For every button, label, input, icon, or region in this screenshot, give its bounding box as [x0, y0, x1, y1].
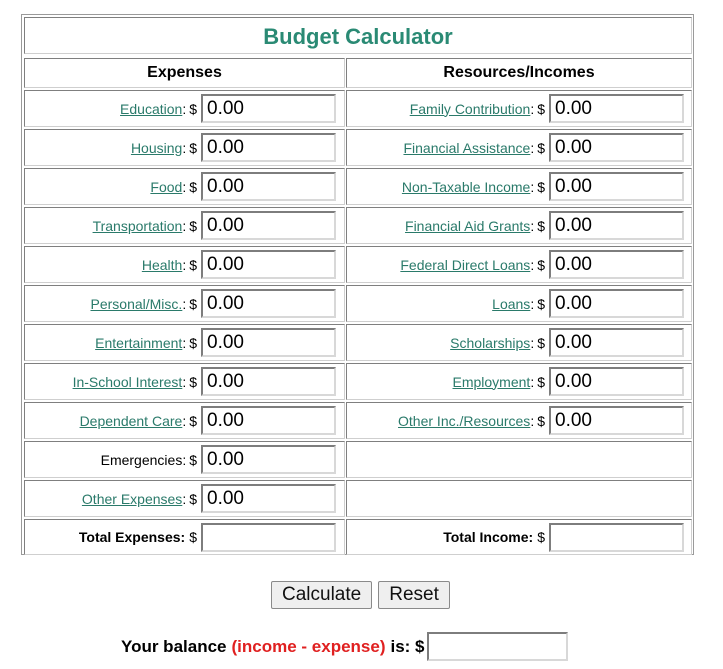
- expense-row: Dependent Care : $ 0.00: [24, 402, 345, 439]
- total-income-row: [346, 519, 692, 555]
- calculate-button[interactable]: Calculate: [271, 581, 372, 609]
- income-input[interactable]: [549, 250, 684, 279]
- page-title: Budget Calculator: [24, 17, 692, 54]
- expense-input[interactable]: [201, 406, 336, 435]
- expense-label[interactable]: Entertainment: [95, 334, 183, 351]
- expense-row: Transportation : $ 0.00: [24, 207, 345, 244]
- income-row: Federal Direct Loans : $ 0.00: [346, 246, 692, 283]
- income-input[interactable]: [549, 367, 684, 396]
- expense-input[interactable]: [201, 133, 336, 162]
- expense-row: Education : $ 0.00: [24, 90, 345, 127]
- income-input[interactable]: [549, 406, 684, 435]
- balance-prefix: Your balance: [121, 636, 227, 656]
- income-row: Financial Aid Grants : $ 0.00: [346, 207, 692, 244]
- currency-symbol: $: [537, 100, 545, 117]
- expense-label[interactable]: Education: [120, 100, 183, 117]
- expense-row: Health : $ 0.00: [24, 246, 345, 283]
- income-row: Non-Taxable Income : $ 0.00: [346, 168, 692, 205]
- currency-symbol: $: [537, 178, 545, 195]
- income-row: Loans : $ 0.00: [346, 285, 692, 322]
- expense-row: Housing : $ 0.00: [24, 129, 345, 166]
- income-row: Scholarships : $ 0.00: [346, 324, 692, 361]
- expense-row: Personal/Misc. : $ 0.00: [24, 285, 345, 322]
- income-input[interactable]: [549, 328, 684, 357]
- income-label[interactable]: Other Inc./Resources: [398, 412, 531, 429]
- income-label[interactable]: Scholarships: [450, 334, 531, 351]
- income-input[interactable]: [549, 289, 684, 318]
- total-expenses-label: Total Expenses:: [78, 529, 186, 545]
- reset-button[interactable]: Reset: [378, 581, 450, 609]
- incomes-header: Resources/Incomes: [346, 58, 692, 88]
- expense-row: Other Expenses : $ 0.00: [24, 480, 345, 517]
- income-label[interactable]: Non-Taxable Income: [401, 178, 531, 195]
- balance-field[interactable]: [427, 632, 568, 661]
- expense-input[interactable]: [201, 484, 336, 513]
- currency-symbol: $: [537, 334, 545, 351]
- currency-symbol: $: [189, 100, 197, 117]
- currency-symbol: $: [189, 334, 197, 351]
- income-input[interactable]: [549, 133, 684, 162]
- expense-input[interactable]: [201, 328, 336, 357]
- income-label[interactable]: Family Contribution: [409, 100, 531, 117]
- total-income-label: Total Income:: [443, 529, 534, 545]
- currency-symbol: $: [189, 529, 197, 545]
- income-label[interactable]: Financial Assistance: [403, 139, 531, 156]
- income-row: Employment : $ 0.00: [346, 363, 692, 400]
- income-input[interactable]: [549, 94, 684, 123]
- currency-symbol: $: [189, 256, 197, 273]
- expense-input[interactable]: [201, 289, 336, 318]
- expense-label[interactable]: Other Expenses: [81, 490, 183, 507]
- expense-label: Emergencies: [100, 451, 183, 468]
- income-input[interactable]: [549, 172, 684, 201]
- income-row: [346, 480, 692, 517]
- currency-symbol: $: [537, 412, 545, 429]
- expense-label[interactable]: Personal/Misc.: [90, 295, 183, 312]
- currency-symbol: $: [537, 217, 545, 234]
- currency-symbol: $: [189, 178, 197, 195]
- currency-symbol: $: [537, 139, 545, 156]
- balance-suffix: is: $: [390, 636, 425, 656]
- currency-symbol: $: [189, 217, 197, 234]
- expense-label[interactable]: Dependent Care: [79, 412, 183, 429]
- total-expenses-row: [24, 519, 345, 555]
- expense-input[interactable]: [201, 445, 336, 474]
- currency-symbol: $: [189, 373, 197, 390]
- expense-row: Emergencies : $ 0.00: [24, 441, 345, 478]
- balance-formula: (income - expense): [231, 636, 386, 656]
- income-row: Other Inc./Resources : $ 0.00: [346, 402, 692, 439]
- income-row: Financial Assistance : $ 0.00: [346, 129, 692, 166]
- expense-label[interactable]: Transportation: [92, 217, 183, 234]
- currency-symbol: $: [189, 139, 197, 156]
- currency-symbol: $: [537, 529, 545, 545]
- currency-symbol: $: [537, 295, 545, 312]
- income-label[interactable]: Employment: [452, 373, 531, 390]
- expense-row: Entertainment : $ 0.00: [24, 324, 345, 361]
- action-buttons: [271, 581, 450, 609]
- currency-symbol: $: [189, 412, 197, 429]
- expense-input[interactable]: [201, 367, 336, 396]
- expense-input[interactable]: [201, 94, 336, 123]
- income-label[interactable]: Loans: [492, 295, 531, 312]
- expense-row: Food : $ 0.00: [24, 168, 345, 205]
- expense-label[interactable]: Food: [150, 178, 183, 195]
- expense-input[interactable]: [201, 250, 336, 279]
- total-income-field[interactable]: [549, 523, 684, 552]
- income-input[interactable]: [549, 211, 684, 240]
- expense-input[interactable]: [201, 211, 336, 240]
- currency-symbol: $: [189, 490, 197, 507]
- currency-symbol: $: [537, 256, 545, 273]
- expense-label[interactable]: Health: [141, 256, 183, 273]
- income-row: [346, 441, 692, 478]
- expense-label[interactable]: In-School Interest: [72, 373, 183, 390]
- expense-label[interactable]: Housing: [130, 139, 183, 156]
- expense-input[interactable]: [201, 172, 336, 201]
- currency-symbol: $: [189, 295, 197, 312]
- income-row: Family Contribution : $ 0.00: [346, 90, 692, 127]
- currency-symbol: $: [189, 451, 197, 468]
- income-label[interactable]: Federal Direct Loans: [400, 256, 531, 273]
- expenses-header: Expenses: [24, 58, 345, 88]
- total-expenses-field[interactable]: [201, 523, 336, 552]
- income-label[interactable]: Financial Aid Grants: [405, 217, 531, 234]
- currency-symbol: $: [537, 373, 545, 390]
- balance-line: [121, 632, 568, 661]
- expense-row: In-School Interest : $ 0.00: [24, 363, 345, 400]
